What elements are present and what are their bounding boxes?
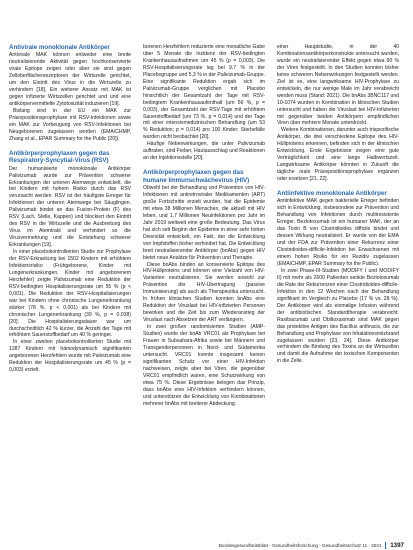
body-paragraph: Antiinfektive MAK gegen bakterielle Erreger befinden sich in Entwicklung, insbesondere zur Prävention und Behandlung von Infektionen durch multiresistente Erreger. Bezlotoxumab ist ein humaner MAK, der an das Toxin B von Clostridioides difficile bindet und dessen Wirkung neutralisiert. Er wurde von der EMA und der FDA zur Prävention einer Rekurrenz einer Clostridioides-difficile-Infektion bei Erwachsenen mit einem hohen Risiko für ein Rezidiv zugelassen (EMA/CHMP, EPAR Summary for the Public). [277, 198, 399, 268]
section-gap [277, 183, 399, 190]
section-heading: Antiinfektive monoklonale Antikörper [277, 190, 387, 198]
body-paragraph: In zwei großen randomisierten Studien (AMP-Studien) wurde der bnAb VRC01 als Prophylaxe bei Frauen in Subsahara-Afrika sowie bei Männern und Transgenderpersonen in Nord- und Südamerika untersucht. VRC01 konnte insgesamt keinen signifikanten Schutz vor einer HIV-Infektion nachweisen, zeigte aber bei Viren, die gegenüber VRC01 empfindlich waren, eine Schutzwirkung von etwa 75 %. Diese Ergebnisse belegen das Prinzip, dass bnAbs eine HIV-Infektion verhindern können, und unterstützen die Entwicklung von Kombinationen mehrerer bnAbs mit breiterer Abdeckung. [143, 324, 265, 407]
body-paragraph: einer Hauptstudie, in der 40 Kombinationsantikörperkonstrukte untersucht wurden, wurde ein neutralisierender Effekt gegen etwa 90 % der Viren festgestellt. In den Studien konnten bisher keine schweren Nebenwirkungen festgestellt werden. Ziel ist es, eine langwirksame HIV-Prophylaxe zu entwickeln, die nur wenige Male im Jahr verabreicht werden muss (Stand: 2021). Die bnAbs 3BNC117 und 10-1074 wurden in Kombination in klinischen Studien untersucht und haben die Viruslast bei HIV-Infizierten mit gegenüber beiden Antikörpern empfindlichen Viren über mehrere Monate unterdrückt. [277, 44, 399, 127]
body-paragraph: Bislang sind in der EU ein MAK zur Präexpositionsprophylaxe mit RSV-Infektionen sowie ein MAK zur Vorbeugung von RSV-Infektionen bei Neugeborenen zugelassen worden (EMA/CHMP, Zhang et al., EPAR Summary for the Public [20]). [9, 108, 131, 142]
section-heading: Antikörperprophylaxen gegen das humane Immunschwächevirus (HIV) [143, 169, 250, 184]
text-column-3 [277, 44, 399, 524]
footer-journal-title: Bundesgesundheitsblatt - Gesundheitsforschung - Gesundheitsschutz 11 · 2021 [218, 542, 382, 548]
text-column-1 [9, 44, 131, 524]
body-paragraph: In einer placebokontrollierten Studie zur Prophylaxe der RSV-Erkrankung bei 1502 Kindern mit erhöhtem Infektionsrisiko (Frühgeborene, Kinder mit Lungenerkrankungen, Kinder mit angeborenem Herzfehler) zeigte Palivizumab eine Reduktion der RSV-bedingten Hospitalisierungsrate um 55 % (p < 0,001). Die Reduktion der RSV-Hospitalisierungen war bei Kindern ohne chronische Lungenerkrankung stärker (78 %, p < 0,001) als bei Kindern mit chronischer Lungenerkrankung (39 %, p = 0,038) [20]. Die Hospitalisierungsdauer war um durchschnittlich 42 % kürzer, die Anzahl der Tage mit erhöhtem Sauerstoffbedarf um 40 % geringer. [9, 249, 131, 339]
body-paragraph: Der humanisierte monoklonale Antikörper Palivizumab wurde zur Prävention schwerer Erkrankungen der unteren Atemwege entwickelt, die bei Kindern mit hohem Risiko durch das RSV verursacht werden. RSV ist der häufigste Erreger für Infektionen der unteren Atemwege bei Säuglingen. Palivizumab bindet an das Fusion-Protein (F) des RSV (Lach, Stelle, Kappen) und blockiert den Eintritt des RSV in die Wirtszelle und die Ausbreitung des Virus im Atemtrakt und verhindert so die Virusvermehrung und die Entstehung schwerer Erkrankungen [19]. [9, 165, 131, 249]
section-gap [9, 143, 131, 150]
body-paragraph: Antivirale MAK können entweder eine breite neutralisierende Aktivität gegen hochkonservierte virale Epitope zeigen oder aber sie sind gegen Zelloberflächenrezeptoren der Wirtszelle gerichtet, um den Eintritt des Virus in die Wirtszelle zu verhindern [18]. Ein weiterer Ansatz mit MAK ist gegen infizierte Wirtszellen gerichtet und und eine antikörpervermittelte Zytotoxizität induzieren [19]. [9, 52, 131, 108]
footer-separator [385, 542, 386, 549]
body-paragraph: borenen Herzfehlern reduzierte eine monatliche Gabe über 5 Monate die Inzidenz der RSV-bedingten Krankenhausaufnahmen um 45 % (p = 0,003). Die RSV-Hospitalisierungsrate lag bei 9,7 % in der Placebogruppe und 5,3 % in der Palivizumab-Gruppe. Eine signifikante Reduktion ergab sich im Palivizumab-Gruppe verglichen mit Placebo hinsichtlich der Gesamtzahl der Tage mit RSV-bedingtem Krankenhausaufenthalt (um 56 %, p = 0,003), der Gesamtzahl der RSV-Tage mit erhöhtem Sauerstoffbedarf (um 73 %, p = 0,014) und der Tage mit einer intensivmedizinischen Behandlung (um 53 % Reduktion; p = 0,014) pro 100 Kinder; Sterbefälle wurden nicht beobachtet [20]. [143, 44, 265, 141]
page-footer [200, 541, 404, 549]
body-paragraph: In einer zweiten placebokontrollierten Studie mit 1287 Kindern mit hämodynamisch signifikanten angeborenen Herzfehlern wurde mit Palivizumab eine Reduktion der Hospitalisierungsrate um 45 % (p = 0,003) erzielt. [9, 339, 131, 374]
page-number: 1397 [390, 541, 404, 549]
section-heading: Antivirale monoklonale Antikörper [9, 44, 110, 51]
section-gap [143, 162, 265, 169]
body-paragraph: In zwei Phase-III-Studien (MODIFY I und MODIFY II) mit mehr als 2600 Patienten senkte Bezlotoxumab die Rate der Rekurrenzen einer Clostridioides-difficile-Infektion in den 12 Wochen nach der Behandlung signifikant im Vergleich zu Placebo (17 % vs. 28 %). Der Antikörper wird als einmalige Infusion während der antibiotischen Standardtherapie verabreicht. Raxibacumab und Obiltoxaximab sind MAK gegen das protektive Antigen des Bacillus anthracis, die zur Behandlung und Prophylaxe von Inhalationsmilzbrand zugelassen wurden [23, 24]. Diese Antikörper verhindern die Bindung des Toxins an die Wirtszellen und damit die Aufnahme der toxischen Komponenten in die Zelle. [277, 268, 399, 365]
body-paragraph: Obwohl bei der Behandlung und Prävention von HIV-Infektionen mit antiretroviraler Medikamenten (ART) große Fortschritte erzielt wurden, hat die Epidemie mit etwa 38 Millionen Menschen, die aktuell mit HIV leben, und 1,7 Millionen Neuinfektionen pro Jahr im Jahr 2019 weltweit eine große Bedeutung. Das Virus hat sich seit Beginn der Epidemie in einer sehr hohen Diversität entwickelt, ein Fakt, der die Entwicklung von Impfstoffen bisher verhindert hat. Die Entwicklung breit neutralisierender Antikörper (bnAbs) gegen HIV bietet neue Ansätze für Prävention und Therapie. [143, 185, 265, 261]
text-column-2 [143, 44, 265, 524]
body-paragraph: Diese bnAbs binden an konservierte Epitope des HIV-Hüllproteins und können eine Vielzahl von HIV-Varianten neutralisieren. Sie werden sowohl zur Prävention der HIV-Übertragung (passive Immunisierung) als auch als Therapeutika untersucht. In frühen klinischen Studien konnten bnAbs eine Reduktion der Viruslast bei HIV-infizierten Personen bewirken und die Zeit bis zum Wiederanstieg der Viruslast nach Absetzen der ART verlängern. [143, 261, 265, 324]
body-paragraph: Häufige Nebenwirkungen, die unter Palivizumab auftraten, sind Fieber, Hautausschlag und Reaktionen an der Injektionsstelle [20]. [143, 141, 265, 162]
section-heading: Antikörperprophylaxen gegen das Respiratory-Syncytial-Virus (RSV) [9, 149, 110, 165]
body-paragraph: Weitere Kombinationen, darunter auch trispezifische Antikörper, die drei verschiedene Epitope des HIV-Hüllproteins erkennen, befinden sich in der klinischen Entwicklung. Erste Ergebnisse zeigen eine gute Verträglichkeit und eine lange Halbwertszeit. Langwirksame Antikörper könnten in Zukunft die tägliche orale Präexpositionsprophylaxe ergänzen oder ersetzen [21, 22]. [277, 127, 399, 183]
